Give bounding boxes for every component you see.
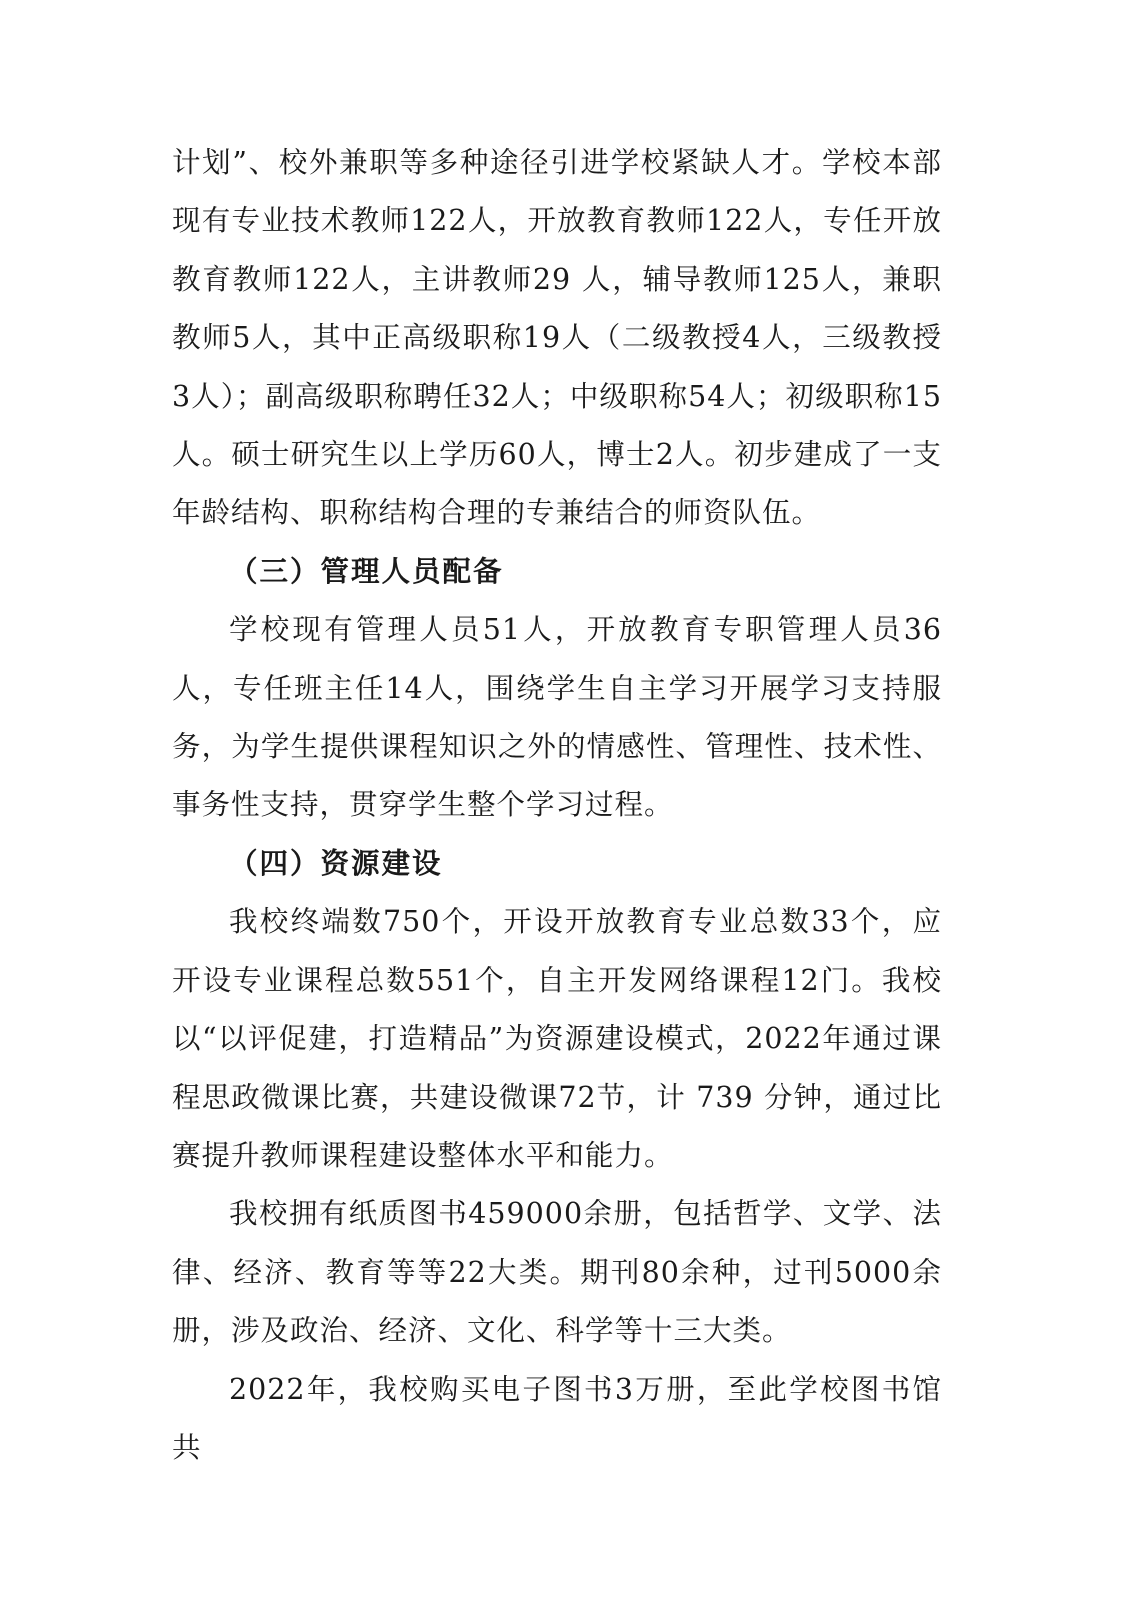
paragraph-library-books: 我校拥有纸质图书459000余册，包括哲学、文学、法律、经济、教育等等22大类。期刊80余种，过刊5000余册，涉及政治、经济、文化、科学等十三大类。 [172,1197,942,1348]
section-heading-resource-building: （四）资源建设 [229,846,443,880]
paragraph-faculty: 计划”、校外兼职等多种途径引进学校紧缺人才。学校本部现有专业技术教师122人，开放教育教师122人，专任开放教育教师122人，主讲教师29 人，辅导教师125人，兼职教师5人，其中正高级职称19人（二级教授4人，三级教授3人）；副高级职称聘任32人；中级职称54人；初级职称15人。硕士研究生以上学历60人，博士2人。初步建成了一支年龄结构、职称结构合理的专兼结合的师资队伍。 [172,146,942,530]
section-heading-management-staff: （三）管理人员配备 [229,554,504,588]
paragraph-ebooks: 2022年，我校购买电子图书3万册，至此学校图书馆共 [172,1372,942,1464]
paragraph-management-staff: 学校现有管理人员51人，开放教育专职管理人员36人，专任班主任14人，围绕学生自主学习开展学习支持服务，为学生提供课程知识之外的情感性、管理性、技术性、事务性支持，贯穿学生整个学习过程。 [172,613,942,822]
paragraph-resource-building: 我校终端数750个，开设开放教育专业总数33个，应开设专业课程总数551个，自主开发网络课程12门。我校以“以评促建，打造精品”为资源建设模式，2022年通过课程思政微课比赛，共建设微课72节，计 739 分钟，通过比赛提升教师课程建设整体水平和能力。 [172,905,942,1172]
document-body [172,134,942,1477]
